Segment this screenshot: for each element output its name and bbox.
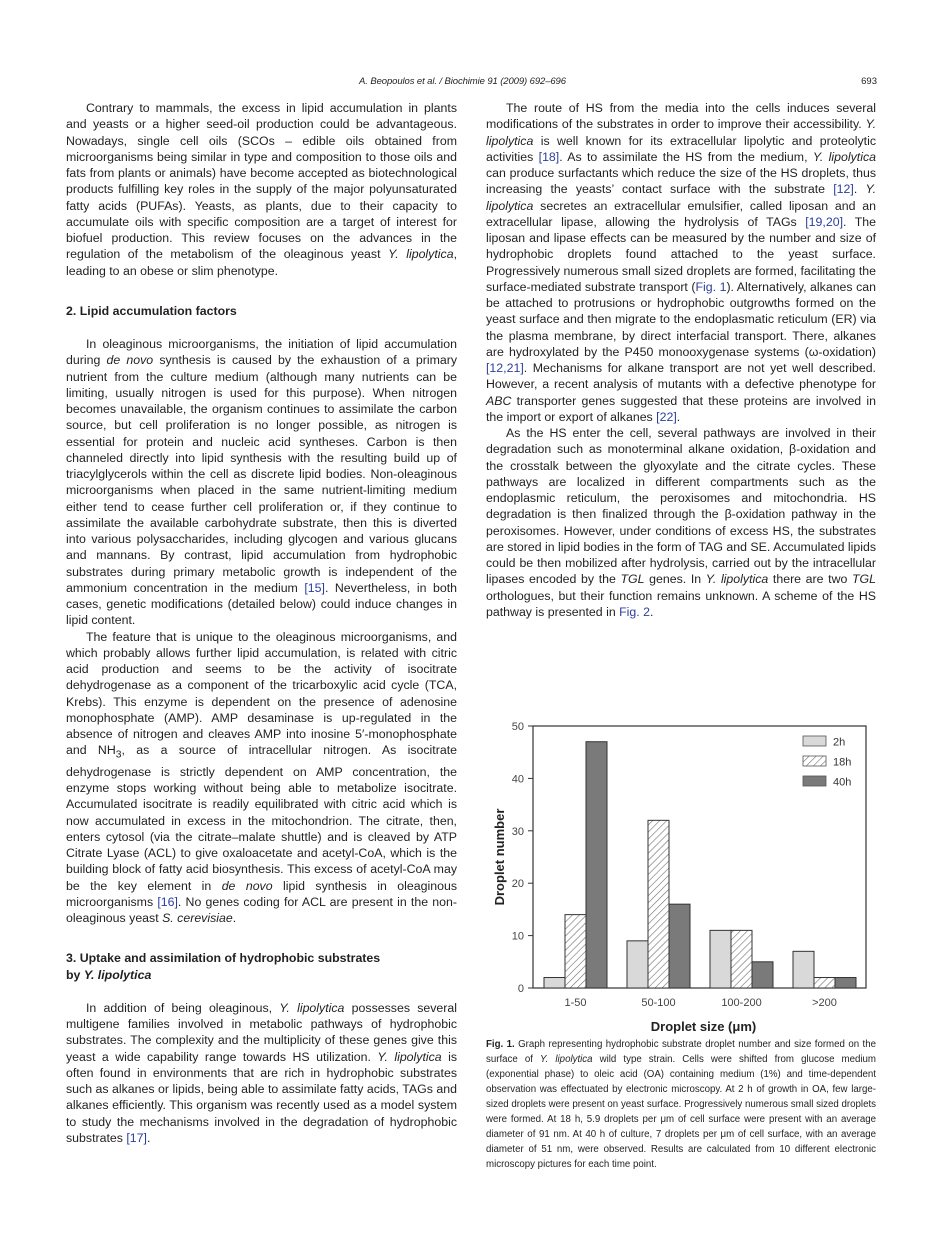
section-3-heading: 3. Uptake and assimilation of hydrophobic substrates by Y. lipolytica [66,951,381,982]
y-axis-label: Droplet number [492,808,507,906]
citation-link[interactable]: [18] [538,149,560,164]
bar-2h-100-200 [710,930,731,988]
citation-link[interactable]: [15] [304,580,325,595]
right-column [486,100,876,620]
bar-2h-1-50 [544,978,565,988]
legend-swatch-18h [803,756,826,766]
figure-link[interactable]: Fig. 1 [695,279,727,294]
running-header [0,76,925,90]
section-3-paragraph-3: As the HS enter the cell, several pathways are involved in their degradation such as monoterminal alkane oxidation, β-oxidation and the crosstalk between the glyoxylate and the citrate cycles. These pathways are localized in different compartments such as the endoplasmic reticulum, the peroxisomes and mitochondria. HS degradation is then finalized through the β-oxidation pathway in the peroxisomes. However, under conditions of excess HS, the substrates are stored in lipid bodies in the form of TAG and SE. Accumulated lipids could be then mobilized after hydrolysis, carried out by the intracellular lipases encoded by the TGL genes. In Y. lipolytica there are two TGL orthologues, but their function remains unknown. A scheme of the HS pathway is presented in Fig. 2. [486,426,877,619]
bar-40h-50-100 [669,904,690,988]
page-number: 693 [861,76,877,87]
citation-link[interactable]: [22] [656,409,677,424]
running-title: A. Beopoulos et al. / Biochimie 91 (2009) 692–696 [359,76,566,87]
x-tick-label: 50-100 [641,997,676,1009]
legend-swatch-40h [803,776,826,786]
figure-1-caption: Fig. 1. Graph representing hydrophobic substrate droplet number and size formed on the surface of Y. lipolytica wild type strain. Cells were shifted from glucose medium (exponential phase) to oleic acid (OA) containing medium (1%) and time-dependent observation was effectuated by electronic microscopy. At 2 h of growth in OA, few large-sized droplets were present on yeast surface. Progressively numerous small sized droplets were formed. At 18 h, 5.9 droplets per μm of cell surface were present with an average diameter of 91 nm. At 40 h of culture, 7 droplets per μm of cell surface, with an average diameter of 51 nm, were observed. Results are calculated from 10 different electronic microscopy pictures for each time point. [486,1039,877,1170]
citation-link[interactable]: [17] [126,1130,147,1145]
figure-link[interactable]: Fig. 2 [619,604,650,619]
citation-link[interactable]: [12,21] [486,361,524,375]
y-tick-label: 0 [517,983,524,995]
bar-18h-50-100 [648,820,669,988]
bar-18h-1-50 [565,915,586,988]
section-2-heading: 2. Lipid accumulation factors [66,303,237,318]
bar-18h->200 [814,978,835,988]
section-2-paragraph-2: The feature that is unique to the oleaginous microorganisms, and which probably allows further lipid accumulation, is related with citric acid production and seems to be the activity of isocitrate dehydrogenase as a component of the tricarboxylic acid cycle (TCA, Krebs). This enzyme is dependent on the presence of adenosine monophosphate (AMP). AMP desaminase is up-regulated in the absence of nitrogen and cleaves AMP into inosine 5′-monophosphate and $NH_3$, as a source of intracellular nitrogen. As isocitrate dehydrogenase is strictly dependent on AMP concentration, the enzyme stops working without being able to metabolize isocitrate. Accumulated isocitrate is readily equilibrated with citric acid which is now accumulated in excess in the mitochondrion. The citrate, then, enters cytosol (via the citrate–malate shuttle) and is cleaved by ATP Citrate Lyase (ACL) to give oxaloacetate and acetyl-CoA, which is the building block of fatty acid biosynthesis. This excess of acetyl-CoA may be the key element in de novo lipid synthesis in oleaginous microorganisms [16]. No genes coding for ACL are present in the non-oleaginous yeast S. cerevisiae. [66,629,457,926]
y-tick-label: 30 [511,825,524,838]
bar-chart-svg [485,712,875,1034]
intro-paragraph: Contrary to mammals, the excess in lipid accumulation in plants and yeasts or a higher seed-oil production could be advantageous. Nowadays, single cell oils (SCOs – edible oils obtained from microorganisms being similar in type and composition to those oils and fats from plants or animals) have become accepted as biotechnological products fulfilling key roles in the supply of the major polyunsaturated fatty acids (PUFAs). Yeasts, as plants, due to their capacity to accumulate oils with specific composition are a target of interest for biofuel production. This review focuses on the advances in the regulation of the metabolism of the oleaginous yeast Y. lipolytica, leading to an obese or slim phenotype. [66,101,457,278]
y-tick-label: 20 [511,878,524,891]
figure-label: Fig. 1. [486,1039,515,1050]
x-tick-label: 1-50 [564,997,587,1009]
x-tick-label: >200 [812,997,837,1009]
y-tick-label: 50 [511,721,524,733]
section-2-paragraph-1: In oleaginous microorganisms, the initiation of lipid accumulation during de novo synthesis is caused by the exhaustion of a primary nutrient from the culture medium (although many nutrients can be limiting, usually nitrogen is used for this purpose). When nitrogen becomes unavailable, the organism continues to assimilate the carbon source, but cell proliferation is no longer possible, as nitrogen is essential for protein and nucleic acid syntheses. Carbon is then channeled directly into lipid synthesis with the resulting build up of triacylglycerols within the cell as discrete lipid bodies. Non-oleaginous microorganisms when placed in the same nutrient-limiting medium either tend to cease further cell proliferation or, if they continue to assimilate the available carbohydrate substrate, then this is diverted into various polysaccharides, including glycogen and various glucans and mannans. By contrast, lipid accumulation from hydrophobic substrates during primary metabolic growth is independent of the ammonium concentration in the medium [15]. Nevertheless, in both cases, genetic modifications (detailed below) could induce changes in lipid content. [66,337,458,628]
section-3-paragraph-2: The route of HS from the media into the cells induces several modifications of the substrates in order to improve their accessibility. Y. lipolytica is well known for its extracellular lipolytic and proteolytic activities [18]. As to assimilate the HS from the medium, Y. lipolytica can produce surfactants which reduce the size of the HS droplets, thus increasing the yeasts’ contact surface with the substrate [12]. Y. lipolytica secretes an extracellular emulsifier, called liposan and an extracellular lipase, allowing the hydrolysis of TAGs [19,20]. The liposan and lipase effects can be measured by the number and size of hydrophobic droplets found attached to the yeast surface. Progressively numerous small sized droplets are formed, facilitating the surface-mediated substrate transport (Fig. 1). Alternatively, alkanes can be attached to protrusions or hydrophobic outgrowths formed on the yeast surface and then migrate to the endoplasmatic reticulum (ER) via the plasma membrane, by direct interfacial transport. There, alkanes are hydroxylated by the P450 monooxygenase systems (ω-oxidation) [12,21]. Mechanisms for alkane transport are not yet well described. However, a recent analysis of mutants with a defective phenotype for ABC transporter genes suggested that these proteins are involved in the import or export of alkanes [22]. [486,101,877,424]
bar-40h->200 [835,978,856,988]
x-axis-label: Droplet size (μm) [650,1019,757,1034]
citation-link[interactable]: [16] [157,894,178,909]
legend-swatch-2h [803,736,826,746]
citation-link[interactable]: [19,20] [805,214,843,229]
bar-18h-100-200 [731,930,752,988]
left-column [66,100,457,1146]
bar-40h-100-200 [752,962,773,988]
bar-40h-1-50 [586,742,607,988]
bar-2h-50-100 [627,941,648,988]
figure-1-bar-chart [485,712,875,1034]
section-3-paragraph-1: In addition of being oleaginous, Y. lipolytica possesses several multigene families involved in metabolic pathways of hydrophobic substrates. The complexity and the multiplicity of these genes give this yeast a wide capability range towards HS utilization. Y. lipolytica is often found in environments that are rich in hydrophobic substrates such as alkanes or lipids, being able to assimilate fatty acids, TAGs and alkanes efficiently. This organism was recently used as a model system to study the mechanisms involved in the degradation of hydrophobic substrates [17]. [66,1000,458,1145]
legend-label: 40h [833,776,852,789]
bar-2h->200 [793,951,814,988]
y-tick-label: 40 [511,773,524,786]
x-tick-label: 100-200 [721,997,762,1009]
citation-link[interactable]: [12] [833,182,854,197]
y-tick-label: 10 [511,930,524,943]
legend-label: 18h [833,756,852,769]
legend-label: 2h [833,736,846,749]
